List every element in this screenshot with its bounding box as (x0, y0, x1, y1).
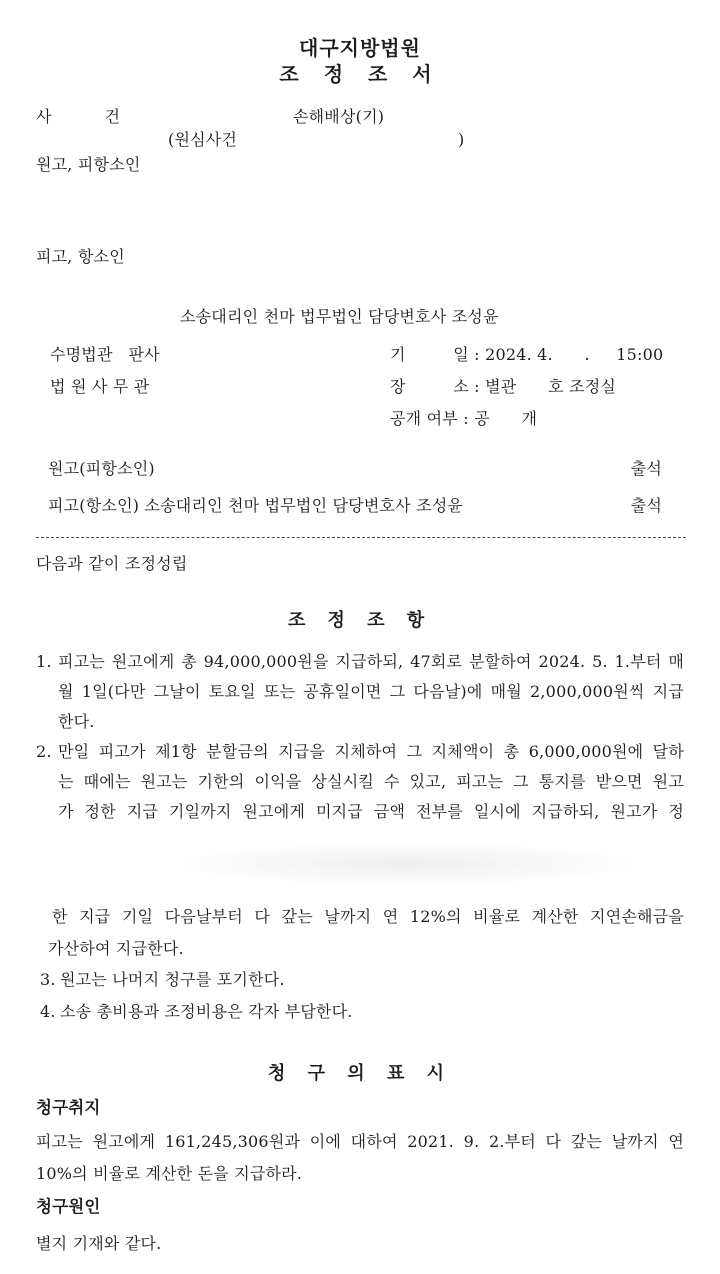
court-name: 대구지방법원 (299, 36, 421, 60)
clause2-line3: 가 정한 지급 기일까지 원고에게 미지급 금액 전부를 일시에 지급하되, 원고가 정 (58, 802, 684, 821)
attendance-plaintiff-status: 출석 (630, 459, 662, 478)
clause4-number: 4. (40, 1002, 56, 1021)
place-label: 장 소 : (390, 377, 486, 396)
clause1-line1: 피고는 원고에게 총 94,000,000원을 지급하되, 47회로 분할하여 2024. 5. 1.부터 매 (58, 652, 684, 671)
clause3-number: 3. (40, 970, 56, 989)
session-date-row (390, 344, 663, 365)
dashed-separator (36, 537, 686, 538)
defendant-counsel: 소송대리인 천마 법무법인 담당변호사 조성윤 (180, 307, 499, 326)
case-value: 손해배상(기) (293, 107, 385, 126)
plaintiff-role-label: 원고, 피항소인 (36, 155, 141, 174)
public-value: 공 개 (474, 409, 538, 428)
original-case-close: ) (458, 130, 465, 149)
session-place-row (390, 376, 616, 397)
document-title: 조 정 조 서 (279, 62, 441, 86)
clerk-label: 법 원 사 무 관 (50, 377, 150, 396)
attendance-defendant: 피고(항소인) 소송대리인 천마 법무법인 담당변호사 조성윤 (48, 496, 464, 515)
case-label: 사 건 (36, 107, 121, 126)
attendance-plaintiff: 원고(피항소인) (48, 459, 155, 478)
defendant-role-label: 피고, 항소인 (36, 247, 125, 266)
clause2-line2: 는 때에는 원고는 기한의 이익을 상실시킬 수 있고, 피고는 그 통지를 받으면 원고 (58, 772, 684, 791)
date-value: 2024. 4. . 15:00 (485, 345, 664, 364)
place-value: 별관 호 조정실 (485, 377, 617, 396)
clause1-line3: 한다. (58, 712, 95, 731)
date-label: 기 일 : (390, 345, 486, 364)
clause2-line5: 가산하여 지급한다. (48, 939, 184, 958)
attendance-defendant-status: 출석 (630, 496, 662, 515)
claim-cause-label: 청구원인 (36, 1198, 101, 1216)
claim-purpose-label: 청구취지 (36, 1099, 101, 1117)
public-label: 공개 여부 : (390, 409, 475, 428)
mediation-established: 다음과 같이 조정성립 (36, 554, 188, 573)
clause2-line4: 한 지급 기일 다음날부터 다 갚는 날까지 연 12%의 비율로 계산한 지연손해금을 (52, 907, 684, 926)
clause2-line1: 만일 피고가 제1항 분할금의 지급을 지체하여 그 지체액이 총 6,000,000원에 달하 (58, 742, 684, 761)
clause1-number: 1. (36, 652, 52, 671)
claim-heading: 청 구 의 표 시 (267, 1063, 452, 1084)
clause4-line1: 소송 총비용과 조정비용은 각자 부담한다. (60, 1002, 353, 1021)
clause2-number: 2. (36, 742, 52, 761)
clause1-line2: 월 1일(다만 그날이 토요일 또는 공휴일이면 그 다음날)에 매월 2,000,000원씩 지급 (58, 682, 684, 701)
judge-label: 수명법관 판사 (50, 345, 160, 364)
claim-purpose-line2: 10%의 비율로 계산한 돈을 지급하라. (36, 1164, 303, 1183)
claim-purpose-line1: 피고는 원고에게 161,245,306원과 이에 대하여 2021. 9. 2.부터 다 갚는 날까지 연 (36, 1132, 684, 1151)
original-case-open: (원심사건 (168, 130, 238, 149)
claim-cause-line1: 별지 기재와 같다. (36, 1234, 162, 1253)
clause3-line1: 원고는 나머지 청구를 포기한다. (60, 970, 285, 989)
scan-shadow-artifact (180, 843, 630, 885)
clauses-heading: 조 정 조 항 (287, 610, 433, 631)
session-public-row (390, 408, 537, 429)
